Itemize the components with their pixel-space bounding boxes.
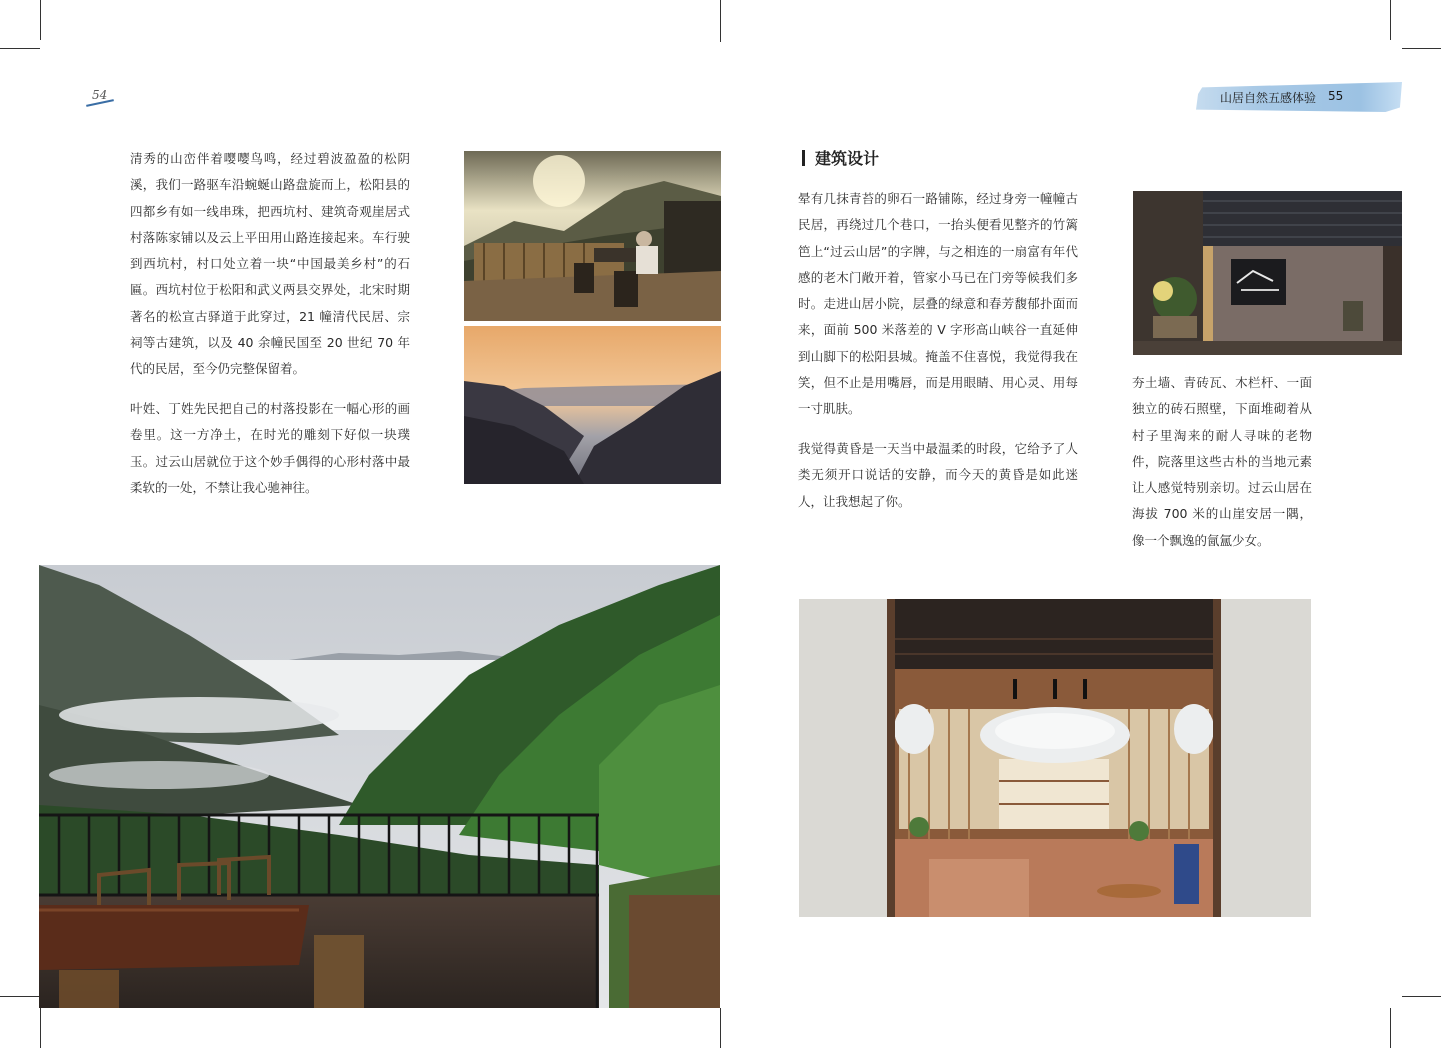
side-paragraph: 夯土墙、青砖瓦、木栏杆、一面独立的砖石照壁，下面堆砌着从村子里淘来的耐人寻味的老物件，院落里这些古朴的当地元素让人感觉特别亲切。过云山居在海拔 700 米的山崖安居一隅，像一个飘逸的氤氲少女。 bbox=[1132, 375, 1312, 548]
misty-mountains-photo bbox=[39, 565, 720, 1008]
crop-mark bbox=[720, 0, 721, 42]
section-title-text: 建筑设计 bbox=[815, 149, 880, 168]
crop-mark bbox=[1402, 996, 1441, 997]
terrace-photo bbox=[464, 151, 721, 321]
misty-mountains-icon bbox=[39, 565, 720, 1008]
header-title: 山居自然五感体验 bbox=[1220, 91, 1317, 105]
terrace-icon bbox=[464, 151, 721, 321]
crop-mark bbox=[1390, 1008, 1391, 1048]
crop-mark bbox=[1402, 48, 1441, 49]
right-paragraph-2: 我觉得黄昏是一天当中最温柔的时段，它给予了人类无须开口说话的安静，而今天的黄昏是如此迷人，让我想起了你。 bbox=[798, 441, 1078, 509]
crop-mark bbox=[40, 0, 41, 40]
entrance-icon bbox=[1133, 191, 1402, 355]
right-paragraph-1: 晕有几抹青苔的卵石一路铺陈，经过身旁一幢幢古民居，再绕过几个巷口，一抬头便看见整齐的竹篱笆上“过云山居”的字牌，与之相连的一扇富有年代感的老木门敞开着，管家小马已在门旁等候我们多时。走进山居小院，层叠的绿意和春芳馥郁扑面而来，面前 500 米落差的 V 字形高山峡谷一直延伸到山脚下的松阳县城。掩盖不住喜悦，我觉得我在笑，但不止是用嘴唇，而是用眼睛、用心灵、用每一寸肌肤。 bbox=[798, 191, 1078, 417]
section-title bbox=[802, 146, 879, 169]
left-paragraph-1: 清秀的山峦伴着嘤嘤鸟鸣，经过碧波盈盈的松阴溪，我们一路驱车沿蜿蜒山路盘旋而上，松阳县的四都乡有如一线串珠，把西坑村、建筑奇观崖居式村落陈家铺以及云上平田用山路连接起来。车行驶到西坑村，村口处立着一块“中国最美乡村”的石匾。西坑村位于松阳和武义两县交界处，北宋时期著名的松宣古驿道于此穿过，21 幢清代民居、宗祠等古建筑，以及 40 余幢民国至 20 世纪 70 年代的民居，至今仍完整保留着。 bbox=[130, 151, 410, 377]
crop-mark bbox=[1390, 0, 1391, 40]
right-page-number: 55 bbox=[1328, 89, 1344, 103]
left-paragraph-2: 叶姓、丁姓先民把自己的村落投影在一幅心形的画卷里。这一方净土，在时光的雕刻下好似一块璞玉。过云山居就位于这个妙手偶得的心形村落中最柔软的一处，不禁让我心驰神往。 bbox=[130, 401, 410, 495]
sunset-valley-icon bbox=[464, 326, 721, 484]
crop-mark bbox=[40, 1008, 41, 1048]
crop-mark bbox=[720, 1008, 721, 1048]
interior-photo bbox=[799, 599, 1311, 917]
entrance-photo bbox=[1133, 191, 1402, 355]
sunset-valley-photo bbox=[464, 326, 721, 484]
running-header bbox=[1220, 89, 1343, 106]
interior-icon bbox=[799, 599, 1311, 917]
left-page-number: 54 bbox=[92, 88, 108, 102]
crop-mark bbox=[0, 48, 40, 49]
section-title-bar bbox=[802, 150, 805, 166]
crop-mark bbox=[0, 996, 40, 997]
